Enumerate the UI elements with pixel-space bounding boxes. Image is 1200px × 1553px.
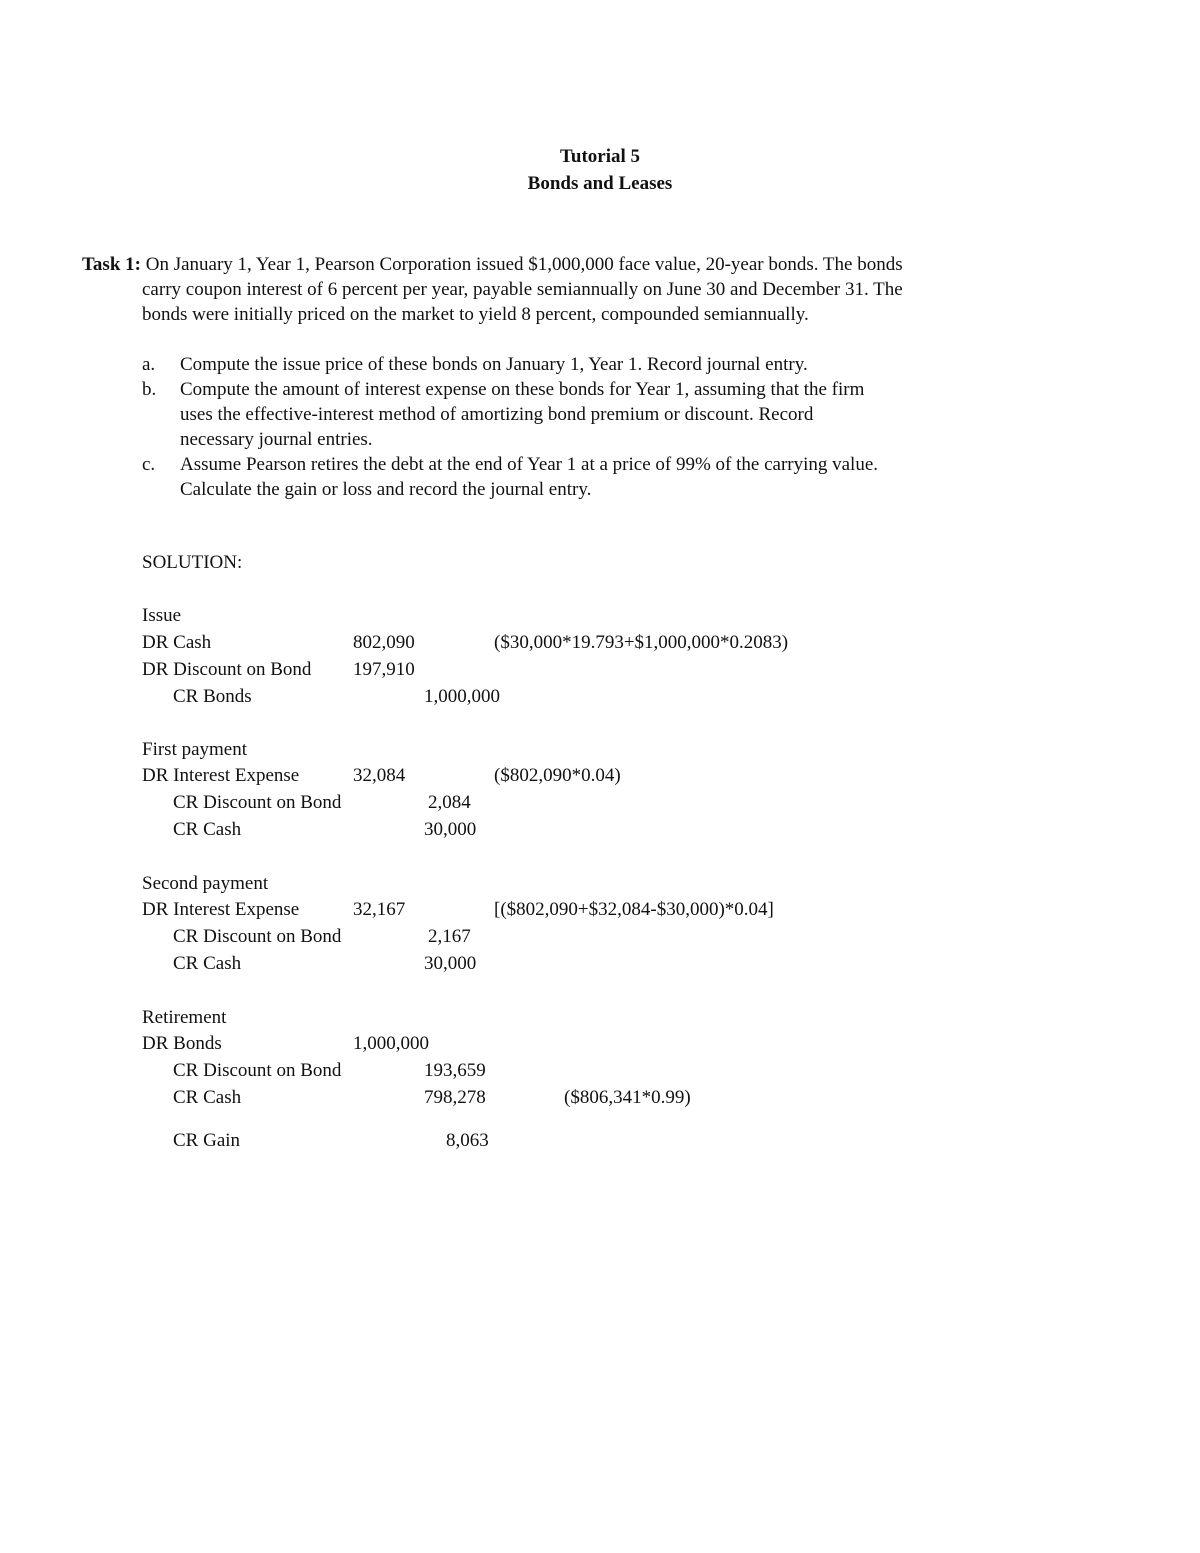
question-letter: a. xyxy=(142,354,156,375)
account-name: CR Cash xyxy=(173,953,242,974)
first-payment-heading: First payment xyxy=(142,739,248,760)
journal-row xyxy=(0,953,1200,979)
calculation-note: [($802,090+$32,084-$30,000)*0.04] xyxy=(494,899,774,920)
calculation-note: ($802,090*0.04) xyxy=(494,765,621,786)
journal-row xyxy=(0,1087,1200,1113)
question-text: necessary journal entries. xyxy=(180,429,373,450)
task-statement xyxy=(82,252,1042,327)
journal-row xyxy=(0,659,1200,685)
task-question-list xyxy=(142,352,1002,502)
task-label: Task 1: xyxy=(82,254,141,275)
account-name: CR Cash xyxy=(173,819,242,840)
account-name: DR Discount on Bond xyxy=(142,659,312,680)
journal-row xyxy=(0,819,1200,845)
account-name: CR Discount on Bond xyxy=(173,926,342,947)
debit-amount: 1,000,000 xyxy=(353,1033,429,1054)
question-item-c xyxy=(142,452,1002,502)
account-name: CR Discount on Bond xyxy=(173,792,342,813)
question-text: Calculate the gain or loss and record the journal entry. xyxy=(180,479,592,500)
question-text: Assume Pearson retires the debt at the end of Year 1 at a price of 99% of the carrying value. xyxy=(180,454,879,475)
journal-row xyxy=(0,1033,1200,1059)
journal-row xyxy=(0,1060,1200,1086)
credit-amount: 798,278 xyxy=(424,1087,486,1108)
account-name: DR Bonds xyxy=(142,1033,222,1054)
solution-heading: SOLUTION: xyxy=(142,552,243,573)
credit-amount: 8,063 xyxy=(446,1130,489,1151)
journal-row xyxy=(0,1130,1200,1156)
account-name: DR Interest Expense xyxy=(142,765,300,786)
question-text: Compute the issue price of these bonds on January 1, Year 1. Record journal entry. xyxy=(180,354,808,375)
debit-amount: 32,167 xyxy=(353,899,406,920)
second-payment-heading: Second payment xyxy=(142,873,269,894)
credit-amount: 30,000 xyxy=(424,953,477,974)
question-item-a xyxy=(142,352,1002,377)
credit-amount: 2,084 xyxy=(428,792,471,813)
debit-amount: 197,910 xyxy=(353,659,415,680)
question-letter: c. xyxy=(142,454,156,475)
account-name: CR Gain xyxy=(173,1130,241,1151)
calculation-note: ($806,341*0.99) xyxy=(564,1087,691,1108)
journal-row xyxy=(0,632,1200,658)
credit-amount: 30,000 xyxy=(424,819,477,840)
debit-amount: 32,084 xyxy=(353,765,406,786)
task-text-line: bonds were initially priced on the market to yield 8 percent, compounded semiannually. xyxy=(142,304,809,325)
journal-row xyxy=(0,686,1200,712)
account-name: DR Cash xyxy=(142,632,212,653)
page-subtitle: Bonds and Leases xyxy=(527,173,673,194)
calculation-note: ($30,000*19.793+$1,000,000*0.2083) xyxy=(494,632,789,653)
question-text: uses the effective-interest method of amortizing bond premium or discount. Record xyxy=(180,404,814,425)
account-name: DR Interest Expense xyxy=(142,899,300,920)
journal-row xyxy=(0,899,1200,925)
account-name: CR Cash xyxy=(173,1087,242,1108)
question-letter: b. xyxy=(142,379,157,400)
account-name: CR Discount on Bond xyxy=(173,1060,342,1081)
task-text-line: carry coupon interest of 6 percent per year, payable semiannually on June 30 and December 31. The xyxy=(142,279,903,300)
account-name: CR Bonds xyxy=(173,686,252,707)
question-item-b xyxy=(142,377,1002,452)
journal-row xyxy=(0,792,1200,818)
retirement-heading: Retirement xyxy=(142,1007,227,1028)
issue-heading: Issue xyxy=(142,605,182,626)
credit-amount: 1,000,000 xyxy=(424,686,500,707)
page-title: Tutorial 5 xyxy=(559,146,641,167)
journal-row xyxy=(0,926,1200,952)
credit-amount: 2,167 xyxy=(428,926,471,947)
question-text: Compute the amount of interest expense on these bonds for Year 1, assuming that the firm xyxy=(180,379,865,400)
task-text-line: On January 1, Year 1, Pearson Corporation issued $1,000,000 face value, 20-year bonds. The bonds xyxy=(145,254,903,275)
journal-row xyxy=(0,765,1200,791)
debit-amount: 802,090 xyxy=(353,632,415,653)
credit-amount: 193,659 xyxy=(424,1060,486,1081)
